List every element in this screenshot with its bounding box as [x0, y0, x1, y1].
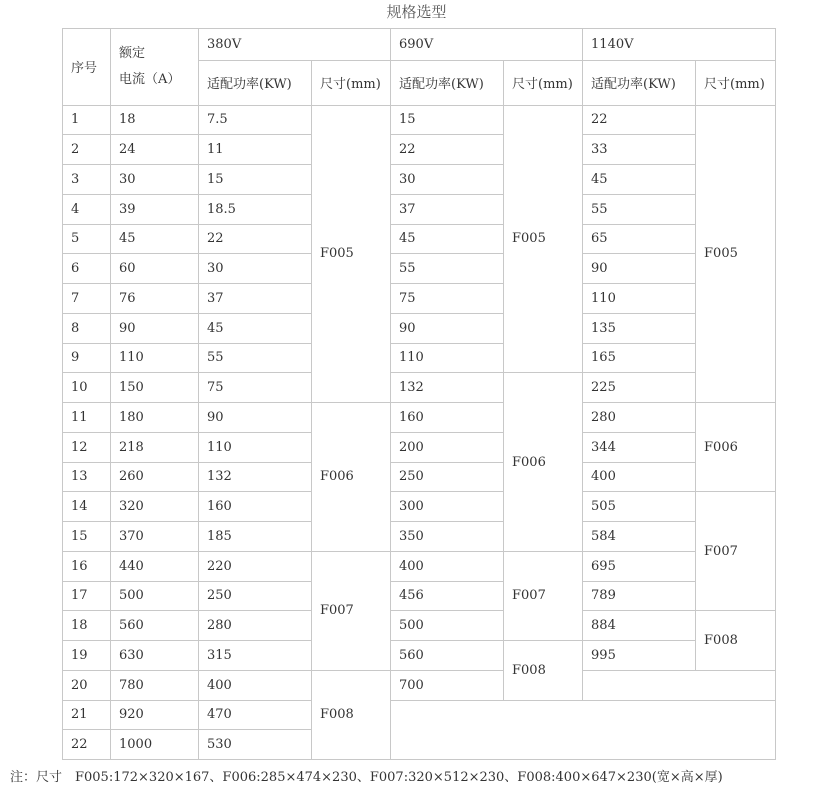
- header-1140v: 1140V: [583, 29, 776, 61]
- cell-current: 218: [111, 432, 199, 462]
- cell-power-1140: 505: [583, 492, 696, 522]
- cell-power-1140: 344: [583, 432, 696, 462]
- cell-current: 440: [111, 551, 199, 581]
- cell-power-380: 18.5: [199, 194, 312, 224]
- cell-size-690: F005: [504, 105, 583, 373]
- cell-power-690: 45: [391, 224, 504, 254]
- cell-size-380: F006: [312, 403, 391, 552]
- cell-power-380: 11: [199, 135, 312, 165]
- cell-power-690: 456: [391, 581, 504, 611]
- table-caption: 规格选型: [386, 3, 447, 21]
- cell-power-380: 470: [199, 700, 312, 730]
- cell-current: 920: [111, 700, 199, 730]
- cell-power-380: 22: [199, 224, 312, 254]
- cell-power-380: 185: [199, 522, 312, 552]
- cell-current: 45: [111, 224, 199, 254]
- cell-power-1140: 33: [583, 135, 696, 165]
- cell-power-690: 300: [391, 492, 504, 522]
- table-row: [63, 641, 776, 671]
- header-power-690: 适配功率(KW): [391, 60, 504, 105]
- cell-seq: 18: [63, 611, 111, 641]
- cell-power-690: 37: [391, 194, 504, 224]
- cell-size-1140: F008: [696, 611, 776, 671]
- cell-size-1140: F005: [696, 105, 776, 403]
- header-row-voltage: [63, 29, 776, 61]
- header-690v: 690V: [391, 29, 583, 61]
- cell-current: 18: [111, 105, 199, 135]
- cell-power-1140: 280: [583, 403, 696, 433]
- table-row: [63, 254, 776, 284]
- table-row: [63, 551, 776, 581]
- cell-power-1140: 165: [583, 343, 696, 373]
- cell-power-690: 75: [391, 284, 504, 314]
- cell-power-1140: 55: [583, 194, 696, 224]
- cell-power-690: 90: [391, 313, 504, 343]
- cell-power-1140: 45: [583, 165, 696, 195]
- cell-size-690: F007: [504, 551, 583, 640]
- cell-power-1140: 584: [583, 522, 696, 552]
- table-row: [63, 492, 776, 522]
- table-row: [63, 611, 776, 641]
- cell-power-380: 55: [199, 343, 312, 373]
- cell-power-690: 200: [391, 432, 504, 462]
- size-note: 注：尺寸 F005:172×320×167、F006:285×474×230、F007:320×512×230、F008:400×647×230(宽×高×厚): [10, 770, 723, 785]
- cell-power-690: 30: [391, 165, 504, 195]
- cell-current: 370: [111, 522, 199, 552]
- cell-seq: 5: [63, 224, 111, 254]
- cell-seq: 8: [63, 313, 111, 343]
- cell-power-1140: 695: [583, 551, 696, 581]
- header-size-380: 尺寸(mm): [312, 60, 391, 105]
- cell-seq: 10: [63, 373, 111, 403]
- cell-power-380: 45: [199, 313, 312, 343]
- cell-power-1140: 884: [583, 611, 696, 641]
- cell-current: 560: [111, 611, 199, 641]
- cell-current: 30: [111, 165, 199, 195]
- table-row: [63, 403, 776, 433]
- cell-size-380: F007: [312, 551, 391, 670]
- cell-power-380: 15: [199, 165, 312, 195]
- cell-seq: 11: [63, 403, 111, 433]
- cell-seq: 4: [63, 194, 111, 224]
- header-size-690: 尺寸(mm): [504, 60, 583, 105]
- table-row: [63, 284, 776, 314]
- table-row: [63, 700, 776, 730]
- cell-power-690: 560: [391, 641, 504, 671]
- table-row: [63, 135, 776, 165]
- cell-seq: 1: [63, 105, 111, 135]
- cell-power-1140: 995: [583, 641, 696, 671]
- cell-seq: 9: [63, 343, 111, 373]
- cell-seq: 7: [63, 284, 111, 314]
- cell-current: 90: [111, 313, 199, 343]
- header-seq: 序号: [63, 29, 111, 106]
- cell-power-1140: 400: [583, 462, 696, 492]
- cell-power-690: 132: [391, 373, 504, 403]
- cell-seq: 2: [63, 135, 111, 165]
- header-current-line1: 额定: [119, 45, 146, 61]
- cell-power-1140: 90: [583, 254, 696, 284]
- cell-seq: 21: [63, 700, 111, 730]
- cell-power-690: 22: [391, 135, 504, 165]
- cell-power-690: 250: [391, 462, 504, 492]
- cell-power-690: 350: [391, 522, 504, 552]
- table-row: [63, 581, 776, 611]
- cell-power-380: 75: [199, 373, 312, 403]
- cell-power-1140: 135: [583, 313, 696, 343]
- table-row: [63, 165, 776, 195]
- cell-seq: 14: [63, 492, 111, 522]
- cell-power-380: 90: [199, 403, 312, 433]
- cell-size-1140: F007: [696, 492, 776, 611]
- cell-power-690: 700: [391, 670, 504, 700]
- table-row: [63, 462, 776, 492]
- table-row: [63, 105, 776, 135]
- cell-power-380: 220: [199, 551, 312, 581]
- cell-power-690: 160: [391, 403, 504, 433]
- spec-table: [62, 28, 776, 760]
- cell-seq: 12: [63, 432, 111, 462]
- cell-size-380: F008: [312, 670, 391, 759]
- cell-power-380: 280: [199, 611, 312, 641]
- table-row: [63, 194, 776, 224]
- cell-power-380: 30: [199, 254, 312, 284]
- cell-power-380: 37: [199, 284, 312, 314]
- cell-power-690: 15: [391, 105, 504, 135]
- cell-current: 500: [111, 581, 199, 611]
- cell-seq: 15: [63, 522, 111, 552]
- table-row: [63, 670, 776, 700]
- cell-power-380: 530: [199, 730, 312, 760]
- cell-current: 1000: [111, 730, 199, 760]
- table-row: [63, 432, 776, 462]
- cell-power-380: 315: [199, 641, 312, 671]
- cell-seq: 6: [63, 254, 111, 284]
- cell-current: 60: [111, 254, 199, 284]
- blank-cell: [583, 670, 776, 700]
- cell-current: 150: [111, 373, 199, 403]
- cell-seq: 17: [63, 581, 111, 611]
- blank-cell: [391, 700, 776, 760]
- cell-size-690: F008: [504, 641, 583, 701]
- cell-seq: 3: [63, 165, 111, 195]
- cell-current: 630: [111, 641, 199, 671]
- table-row: [63, 313, 776, 343]
- cell-seq: 13: [63, 462, 111, 492]
- header-power-1140: 适配功率(KW): [583, 60, 696, 105]
- cell-power-380: 7.5: [199, 105, 312, 135]
- header-size-1140: 尺寸(mm): [696, 60, 776, 105]
- header-current: [111, 29, 199, 106]
- table-row: [63, 522, 776, 552]
- cell-current: 24: [111, 135, 199, 165]
- cell-power-380: 132: [199, 462, 312, 492]
- cell-current: 180: [111, 403, 199, 433]
- cell-seq: 19: [63, 641, 111, 671]
- cell-power-690: 110: [391, 343, 504, 373]
- cell-power-1140: 225: [583, 373, 696, 403]
- cell-size-1140: F006: [696, 403, 776, 492]
- cell-seq: 20: [63, 670, 111, 700]
- header-380v: 380V: [199, 29, 391, 61]
- cell-power-1140: 22: [583, 105, 696, 135]
- cell-power-380: 400: [199, 670, 312, 700]
- cell-power-1140: 789: [583, 581, 696, 611]
- header-power-380: 适配功率(KW): [199, 60, 312, 105]
- cell-power-1140: 110: [583, 284, 696, 314]
- table-row: [63, 343, 776, 373]
- cell-current: 320: [111, 492, 199, 522]
- cell-seq: 22: [63, 730, 111, 760]
- cell-power-380: 160: [199, 492, 312, 522]
- table-row: [63, 373, 776, 403]
- cell-current: 110: [111, 343, 199, 373]
- cell-current: 39: [111, 194, 199, 224]
- table-row: [63, 224, 776, 254]
- cell-power-1140: 65: [583, 224, 696, 254]
- cell-current: 76: [111, 284, 199, 314]
- cell-size-380: F005: [312, 105, 391, 403]
- cell-power-690: 400: [391, 551, 504, 581]
- cell-seq: 16: [63, 551, 111, 581]
- cell-size-690: F006: [504, 373, 583, 552]
- cell-power-690: 500: [391, 611, 504, 641]
- cell-power-690: 55: [391, 254, 504, 284]
- cell-power-380: 110: [199, 432, 312, 462]
- cell-current: 260: [111, 462, 199, 492]
- header-current-line2: 电流（A）: [119, 71, 181, 87]
- cell-current: 780: [111, 670, 199, 700]
- cell-power-380: 250: [199, 581, 312, 611]
